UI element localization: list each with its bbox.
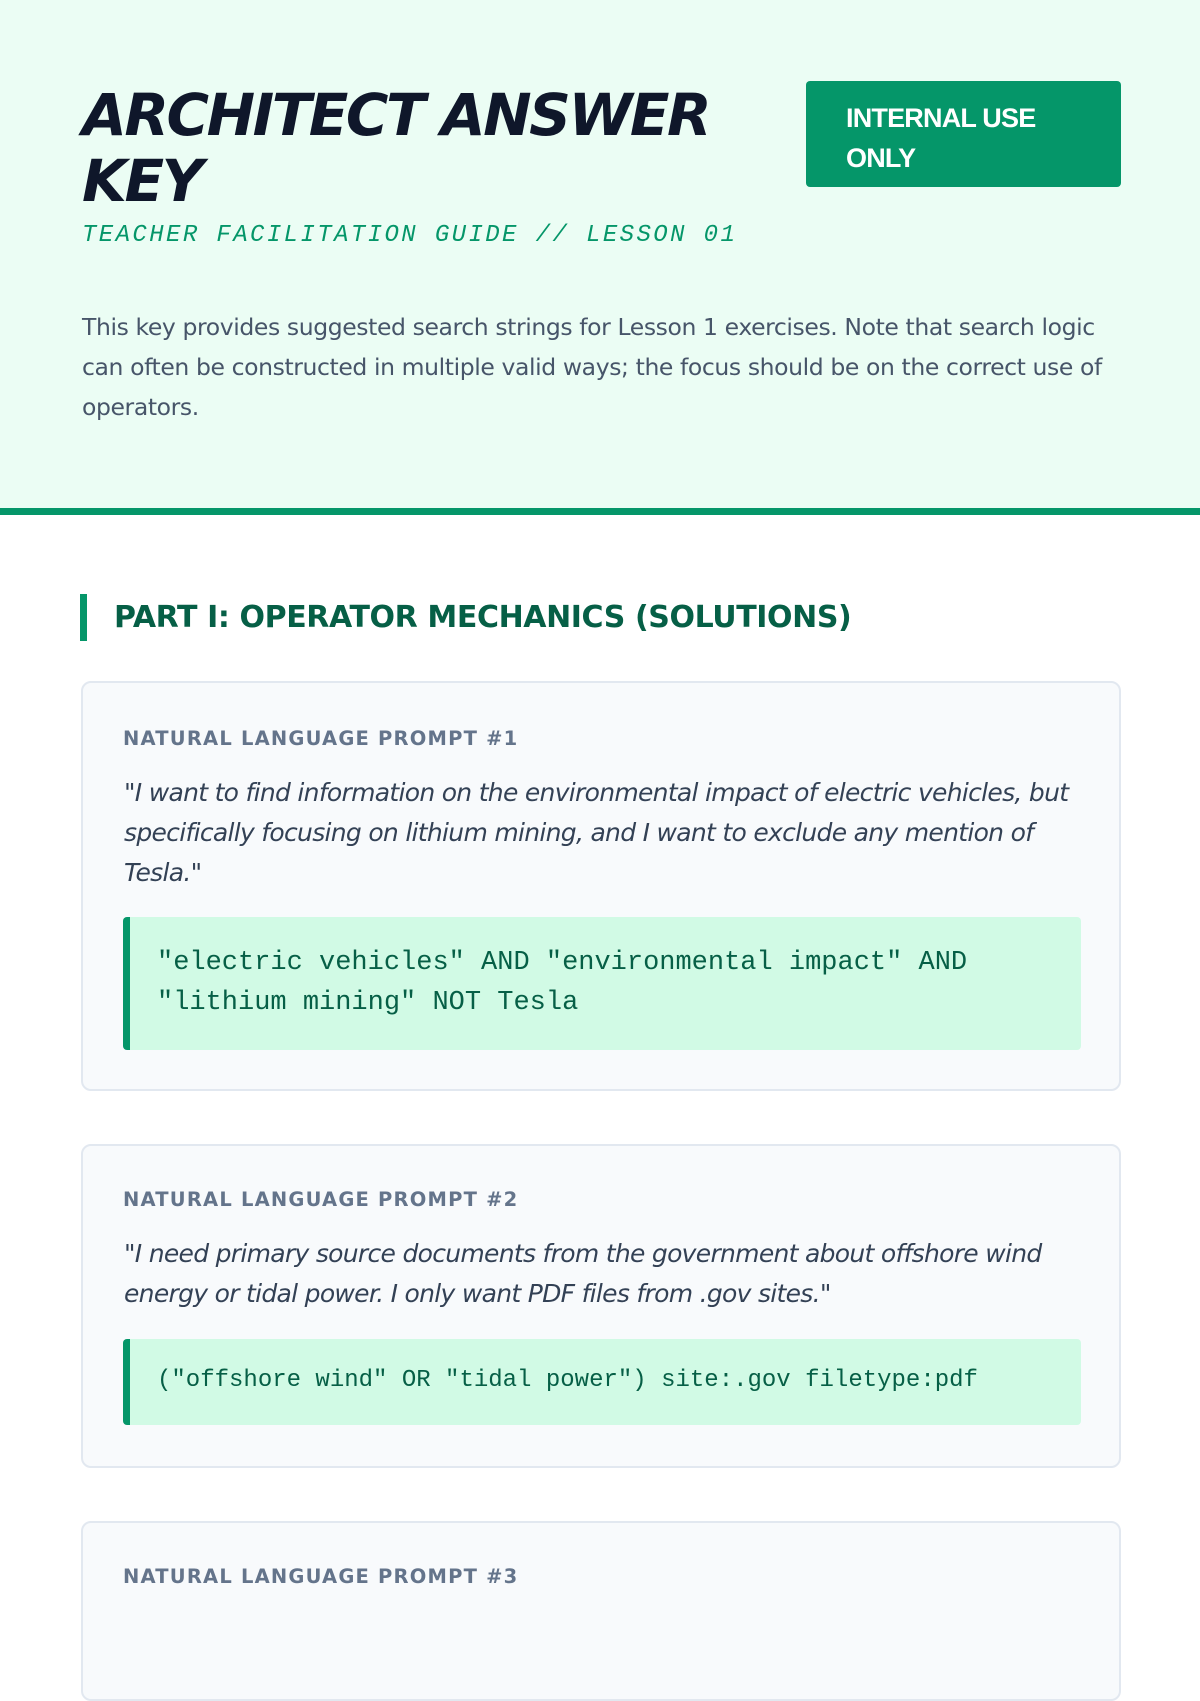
prompt-label: NATURAL LANGUAGE PROMPT #2 (123, 1188, 519, 1211)
section-heading: PART I: OPERATOR MECHANICS (SOLUTIONS) (80, 594, 851, 641)
prompt-label: NATURAL LANGUAGE PROMPT #3 (123, 1565, 519, 1588)
prompt-label: NATURAL LANGUAGE PROMPT #1 (123, 727, 519, 750)
prompt-card-3 (81, 1521, 1121, 1701)
page-title: ARCHITECT ANSWER KEY (82, 81, 710, 215)
answer-search-string: "electric vehicles" AND "environmental impact" AND "lithium mining" NOT Tesla (123, 917, 1081, 1050)
prompt-card-1 (81, 681, 1121, 1091)
internal-use-badge: INTERNAL USE ONLY (806, 81, 1121, 187)
intro-paragraph: This key provides suggested search strings for Lesson 1 exercises. Note that search logic can often be constructed in multiple valid ways; the focus should be on the correct use of operators. (82, 313, 1102, 421)
prompt-text: "I need primary source documents from the government about offshore wind energy or tidal power. I only want PDF files from .gov sites." (124, 1239, 1042, 1308)
answer-search-string: ("offshore wind" OR "tidal power") site:.gov filetype:pdf (123, 1339, 1081, 1425)
prompt-text: "I want to find information on the environmental impact of electric vehicles, but specifically focusing on lithium mining, and I want to exclude any mention of Tesla." (124, 778, 1069, 887)
prompt-card-2 (81, 1144, 1121, 1468)
page-subtitle: TEACHER FACILITATION GUIDE // LESSON 01 (82, 222, 738, 249)
page-header (0, 0, 1200, 515)
